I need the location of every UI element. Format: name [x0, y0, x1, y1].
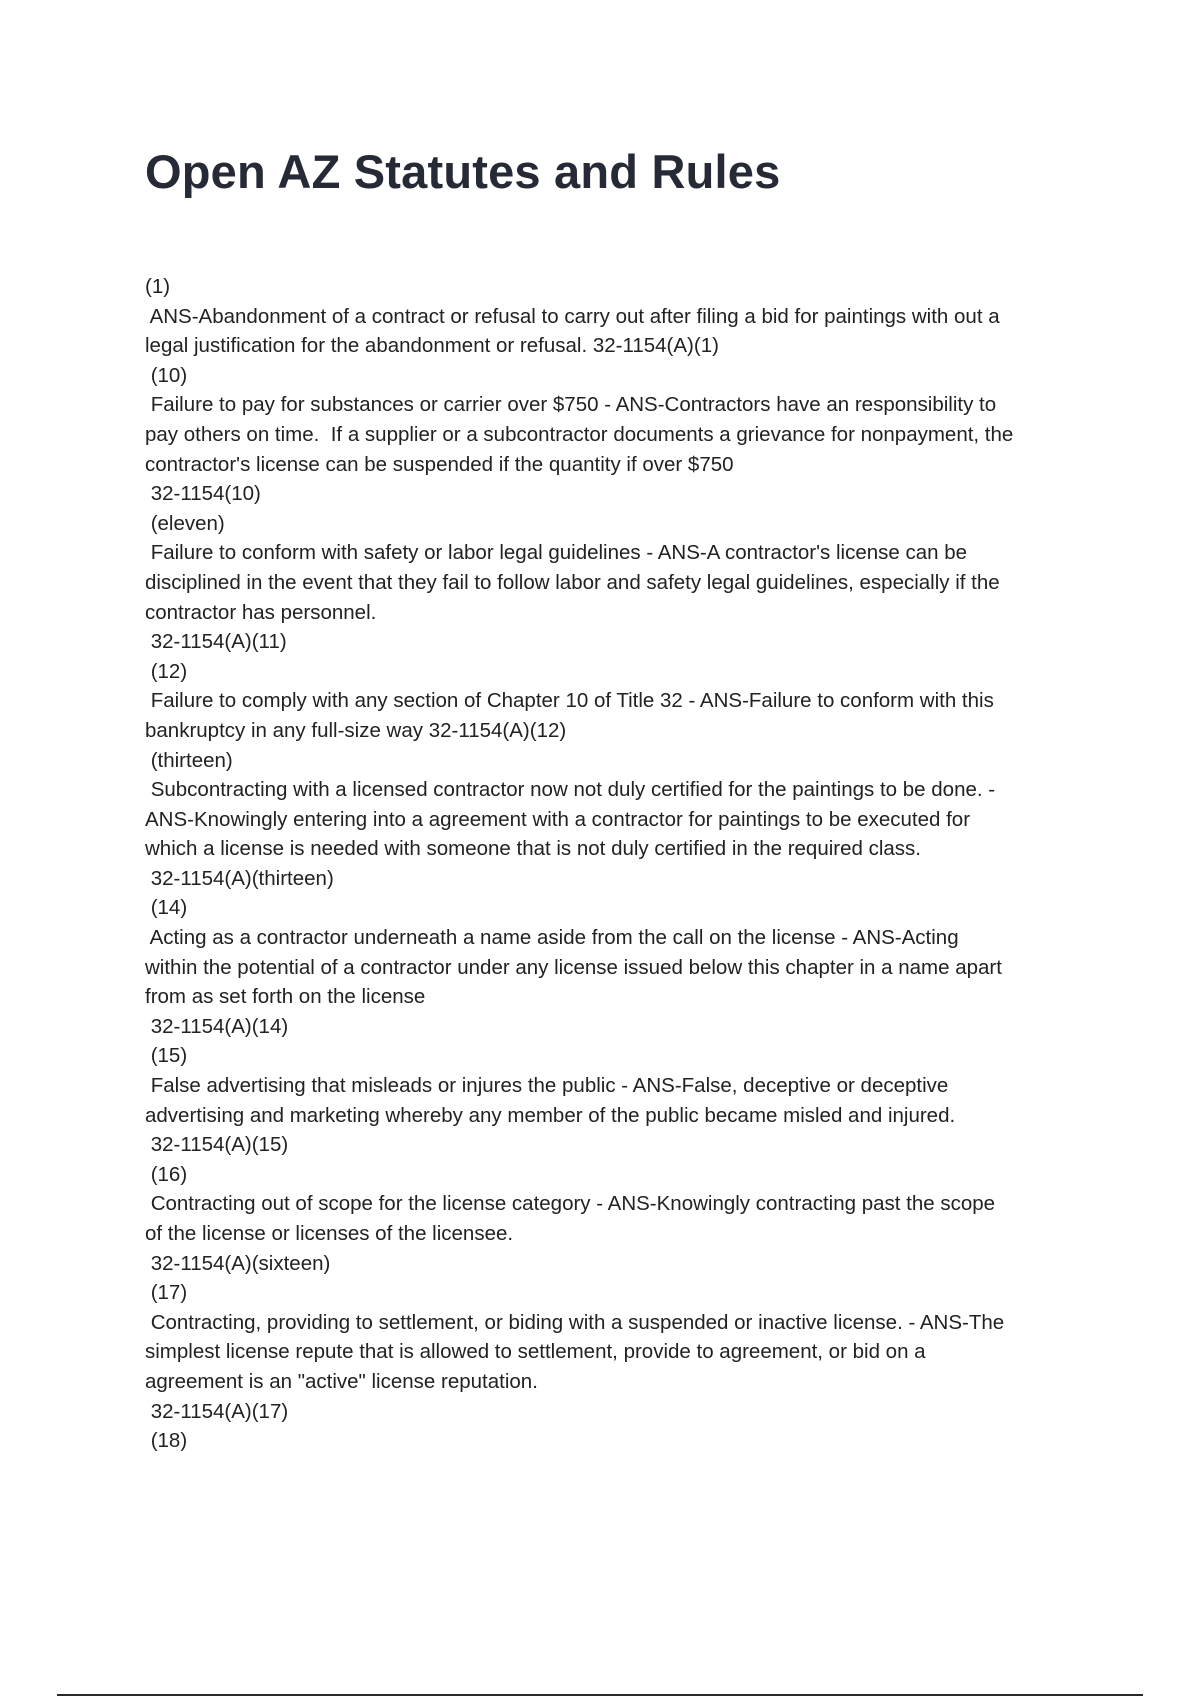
document-line: Acting as a contractor underneath a name aside from the call on the license - ANS-Acting: [145, 926, 959, 950]
document-line: legal justification for the abandonment or refusal. 32-1154(A)(1): [145, 334, 719, 358]
document-line: Contracting, providing to settlement, or biding with a suspended or inactive license. - ANS-The: [145, 1310, 1005, 1334]
document-line: from as set forth on the license: [145, 985, 426, 1009]
document-line: (10): [145, 363, 188, 387]
document-line: which a license is needed with someone that is not duly certified in the required class.: [145, 837, 922, 861]
document-line: pay others on time. If a supplier or a subcontractor documents a grievance for nonpayment, the: [145, 422, 1014, 446]
document-line: (18): [145, 1429, 188, 1453]
document-line: agreement is an "active" license reputation.: [145, 1369, 538, 1393]
page-divider: [57, 1694, 1143, 1696]
document-line: contractor's license can be suspended if the quantity if over $750: [145, 452, 734, 476]
document-line: ANS-Abandonment of a contract or refusal to carry out after filing a bid for paintings with out a: [145, 304, 1000, 328]
document-line: False advertising that misleads or injures the public - ANS-False, deceptive or deceptive: [145, 1074, 949, 1098]
document-line: disciplined in the event that they fail to follow labor and safety legal guidelines, especially if the: [145, 570, 1000, 594]
document-line: (14): [145, 896, 188, 920]
document-line: (eleven): [145, 511, 225, 535]
document-line: advertising and marketing whereby any member of the public became misled and injured.: [145, 1103, 956, 1127]
document-line: 32-1154(A)(17): [145, 1399, 289, 1423]
document-line: of the license or licenses of the licensee.: [145, 1222, 514, 1245]
document-line: 32-1154(A)(15): [145, 1133, 289, 1157]
document-line: 32-1154(A)(14): [145, 1014, 289, 1038]
document-line: within the potential of a contractor under any license issued below this chapter in a name apart: [145, 955, 1002, 979]
document-line: 32-1154(A)(sixteen): [145, 1251, 331, 1275]
document-line: (17): [145, 1281, 188, 1305]
page-title: Open AZ Statutes and Rules: [145, 145, 781, 198]
document-line: (15): [145, 1044, 188, 1068]
document-line: ANS-Knowingly entering into a agreement with a contractor for paintings to be executed for: [145, 807, 971, 831]
document-line: (thirteen): [145, 748, 233, 772]
document-line: (16): [145, 1162, 188, 1186]
document-line: (12): [145, 659, 188, 683]
document-line: Failure to pay for substances or carrier over $750 - ANS-Contractors have an responsibility to: [145, 393, 997, 417]
document-line: simplest license repute that is allowed to settlement, provide to agreement, or bid on a: [145, 1340, 926, 1364]
document-line: (1): [145, 275, 171, 298]
document-body: [145, 272, 1095, 1456]
document-line: contractor has personnel.: [145, 600, 377, 624]
document-line: Failure to conform with safety or labor legal guidelines - ANS-A contractor's license can be: [145, 541, 968, 565]
document-line: bankruptcy in any full-size way 32-1154(A)(12): [145, 718, 567, 742]
document-line: Failure to comply with any section of Chapter 10 of Title 32 - ANS-Failure to conform with this: [145, 689, 994, 713]
document-line: Subcontracting with a licensed contractor now not duly certified for the paintings to be done. -: [145, 778, 996, 802]
document-line: 32-1154(10): [145, 482, 261, 506]
document-line: Contracting out of scope for the license category - ANS-Knowingly contracting past the scope: [145, 1192, 996, 1216]
document-line: 32-1154(A)(11): [145, 630, 287, 654]
document-line: 32-1154(A)(thirteen): [145, 866, 334, 890]
